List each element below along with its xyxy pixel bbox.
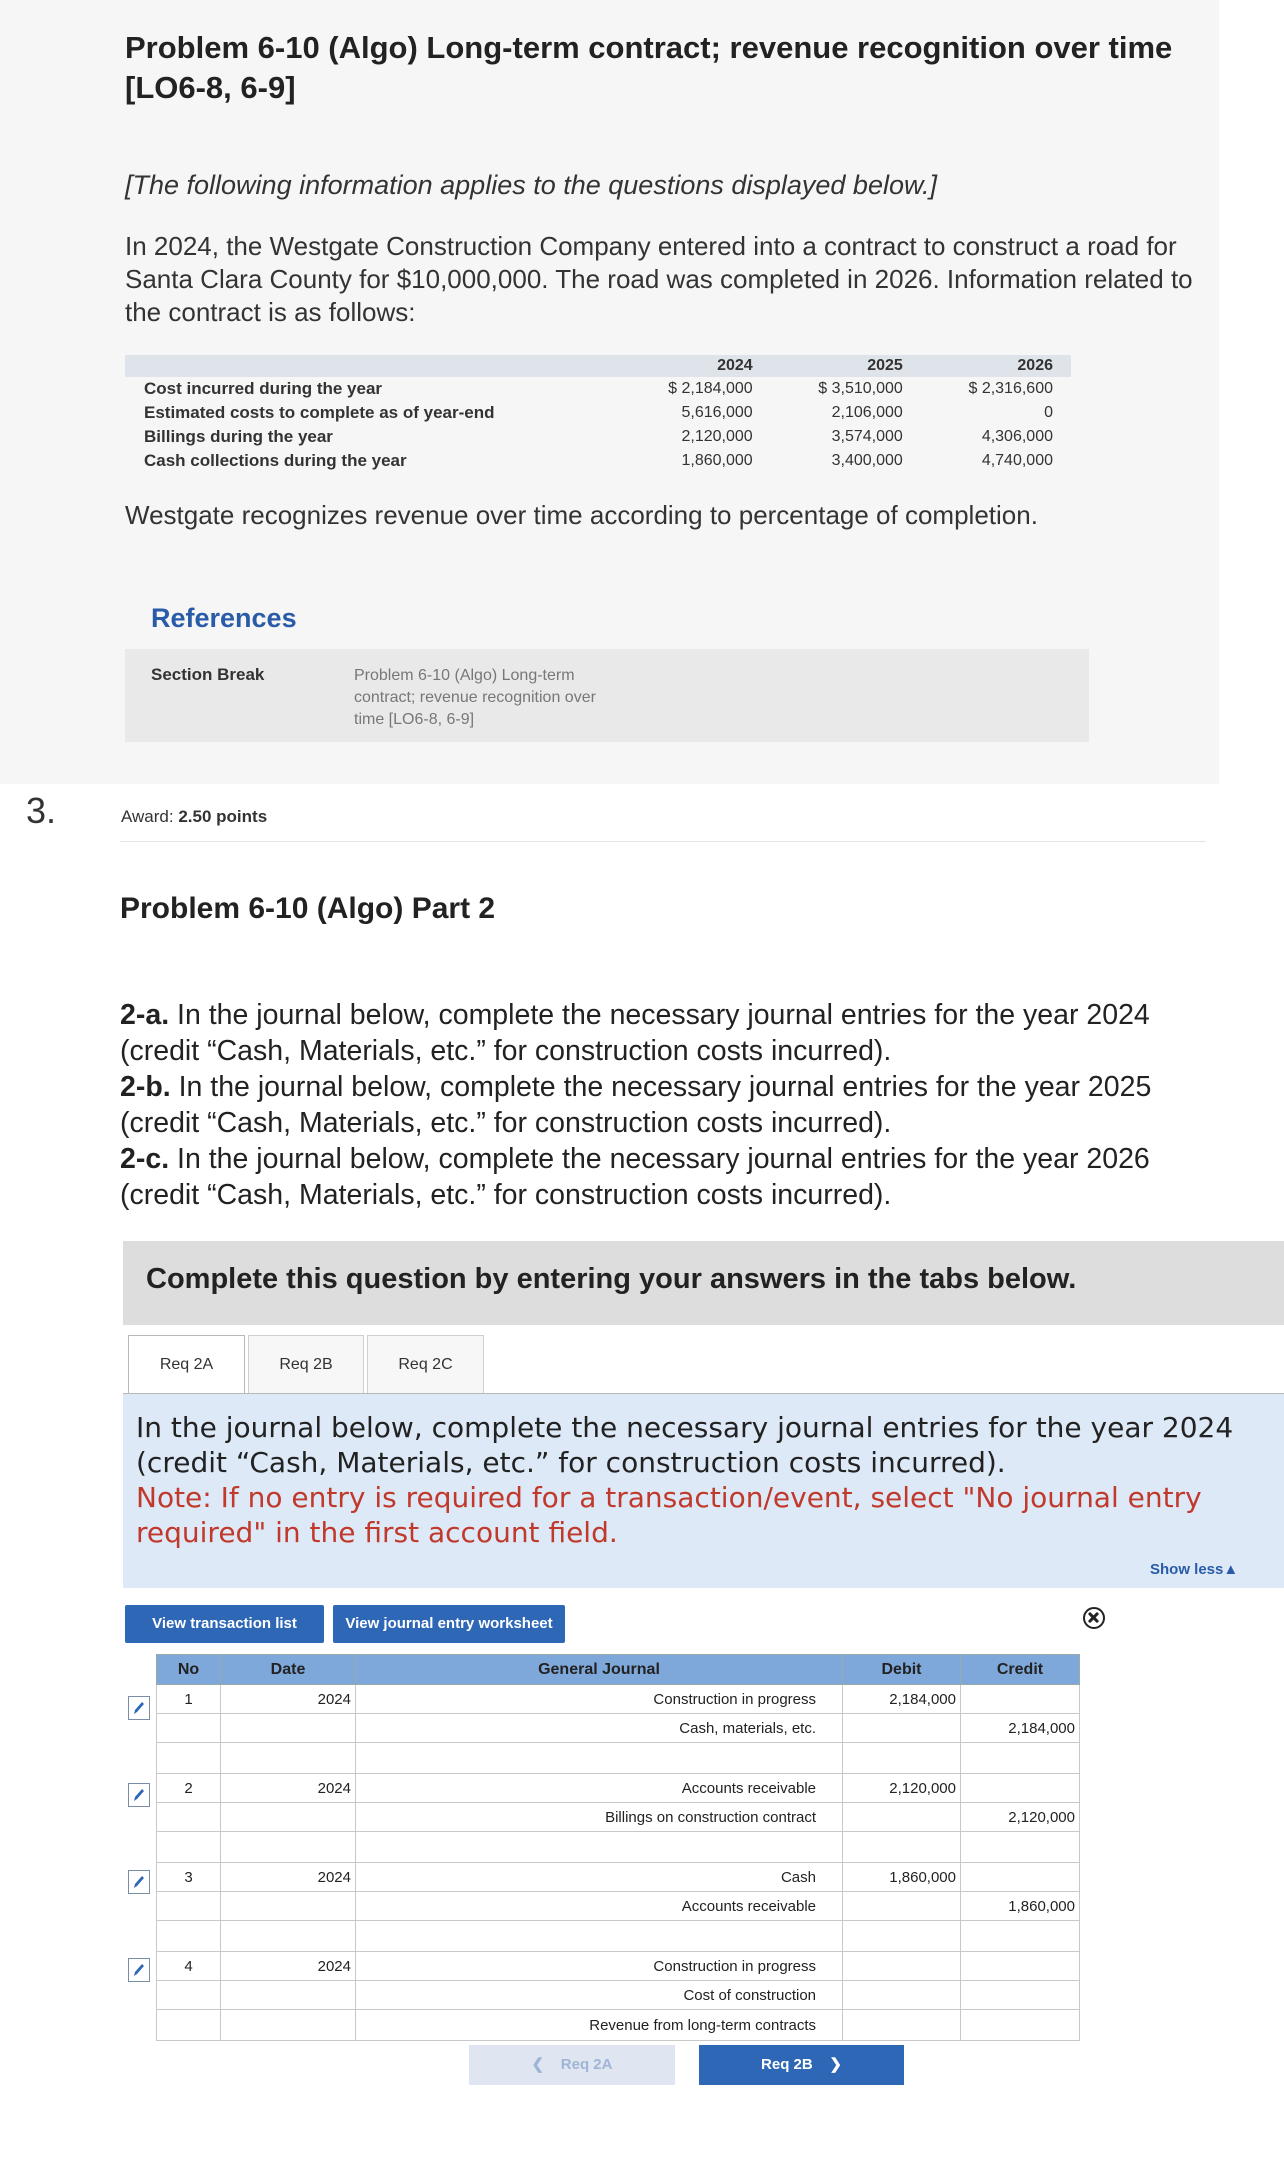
entry-number: 2 bbox=[157, 1774, 221, 1803]
row-label: Cost incurred during the year bbox=[144, 379, 383, 398]
credit-cell[interactable]: 2,120,000 bbox=[961, 1803, 1080, 1832]
account-cell[interactable] bbox=[356, 1743, 843, 1774]
credit-cell[interactable] bbox=[961, 1921, 1080, 1952]
debit-cell[interactable] bbox=[843, 1743, 961, 1774]
entry-number: 4 bbox=[157, 1952, 221, 1981]
credit-cell[interactable] bbox=[961, 1952, 1080, 1981]
chevron-right-icon: ❯ bbox=[829, 2056, 842, 2073]
entry-date bbox=[221, 1921, 356, 1952]
instruction-2c: 2-c. In the journal below, complete the necessary journal entries for the year 2026 (credit “Cash, Materials, etc.” for construction costs incurred). bbox=[120, 1143, 1150, 1211]
journal-row bbox=[157, 1685, 1080, 1714]
entry-number: 1 bbox=[157, 1685, 221, 1714]
year-header: 2024 bbox=[637, 355, 770, 377]
entry-date bbox=[221, 1803, 356, 1832]
view-journal-worksheet-button[interactable]: View journal entry worksheet bbox=[333, 1605, 565, 1643]
tab-req-2b[interactable]: Req 2B bbox=[248, 1335, 364, 1393]
entry-number bbox=[157, 1981, 221, 2010]
col-date: Date bbox=[221, 1655, 356, 1685]
row-label: Billings during the year bbox=[144, 427, 333, 446]
row-label: Cash collections during the year bbox=[144, 451, 407, 470]
debit-cell[interactable] bbox=[843, 1714, 961, 1743]
entry-number bbox=[157, 1803, 221, 1832]
debit-cell[interactable] bbox=[843, 1892, 961, 1921]
journal-row bbox=[157, 1714, 1080, 1743]
debit-cell[interactable]: 2,120,000 bbox=[843, 1774, 961, 1803]
credit-cell[interactable] bbox=[961, 1832, 1080, 1863]
account-cell[interactable]: Cost of construction bbox=[356, 1981, 843, 2010]
row-label: Estimated costs to complete as of year-end bbox=[144, 403, 495, 422]
journal-row bbox=[157, 1743, 1080, 1774]
credit-cell[interactable] bbox=[961, 1981, 1080, 2010]
complete-question-banner bbox=[123, 1241, 1284, 1325]
edit-entry-2-icon[interactable] bbox=[128, 1783, 150, 1807]
cell-value: 4,740,000 bbox=[981, 452, 1053, 469]
view-transaction-list-button[interactable]: View transaction list bbox=[125, 1605, 324, 1643]
debit-cell[interactable] bbox=[843, 1921, 961, 1952]
section-break-label: Section Break bbox=[151, 665, 265, 684]
cell-value: $ 3,510,000 bbox=[818, 380, 903, 397]
problem-intro: In 2024, the Westgate Construction Company entered into a contract to construct a road for Santa Clara County for $10,000,000. The road was completed in 2026. Information related to the contract is as follows: bbox=[125, 231, 1193, 327]
info-note: [The following information applies to the questions displayed below.] bbox=[125, 170, 937, 200]
tab-instruction-note: Note: If no entry is required for a transaction/event, select "No journal entry required" in the first account field. bbox=[136, 1481, 1202, 1549]
cell-value: 2,120,000 bbox=[681, 428, 753, 445]
credit-cell[interactable] bbox=[961, 1774, 1080, 1803]
tab-instruction-text: In the journal below, complete the necessary journal entries for the year 2024 (credit “Cash, Materials, etc.” for construction costs incurred). bbox=[136, 1411, 1234, 1479]
instruction-2b: 2-b. In the journal below, complete the necessary journal entries for the year 2025 (credit “Cash, Materials, etc.” for construction costs incurred). bbox=[120, 1071, 1152, 1139]
banner-text: Complete this question by entering your answers in the tabs below. bbox=[146, 1263, 1077, 1295]
account-cell[interactable] bbox=[356, 1832, 843, 1863]
table-row bbox=[125, 377, 1071, 401]
account-cell[interactable]: Cash, materials, etc. bbox=[356, 1714, 843, 1743]
entry-date bbox=[221, 2010, 356, 2041]
table-row bbox=[125, 425, 1071, 449]
col-general-journal: General Journal bbox=[356, 1655, 843, 1685]
entry-number bbox=[157, 1832, 221, 1863]
close-icon[interactable] bbox=[1083, 1607, 1105, 1629]
debit-cell[interactable] bbox=[843, 1803, 961, 1832]
debit-cell[interactable]: 2,184,000 bbox=[843, 1685, 961, 1714]
journal-body bbox=[157, 1685, 1080, 2041]
tab-instructions-box bbox=[123, 1394, 1284, 1588]
col-no: No bbox=[157, 1655, 221, 1685]
journal-row bbox=[157, 1952, 1080, 1981]
prev-req-label: Req 2A bbox=[560, 2056, 613, 2073]
credit-cell[interactable]: 1,860,000 bbox=[961, 1892, 1080, 1921]
journal-row bbox=[157, 1832, 1080, 1863]
year-header: 2026 bbox=[921, 355, 1071, 377]
divider bbox=[120, 841, 1206, 842]
references-box bbox=[125, 649, 1089, 742]
debit-cell[interactable] bbox=[843, 1832, 961, 1863]
prev-req-button[interactable] bbox=[469, 2045, 675, 2085]
journal-row bbox=[157, 2010, 1080, 2041]
debit-cell[interactable]: 1,860,000 bbox=[843, 1863, 961, 1892]
journal-row bbox=[157, 1774, 1080, 1803]
journal-row bbox=[157, 1981, 1080, 2010]
credit-cell[interactable] bbox=[961, 2010, 1080, 2041]
cell-value: 2,106,000 bbox=[831, 404, 903, 421]
question-number: 3. bbox=[26, 790, 57, 831]
recognition-text: Westgate recognizes revenue over time according to percentage of completion. bbox=[125, 500, 1038, 530]
cell-value: 4,306,000 bbox=[981, 428, 1053, 445]
year-header: 2025 bbox=[771, 355, 921, 377]
cell-value: 5,616,000 bbox=[681, 404, 753, 421]
credit-cell[interactable]: 2,184,000 bbox=[961, 1714, 1080, 1743]
entry-date bbox=[221, 1832, 356, 1863]
entry-number bbox=[157, 1921, 221, 1952]
tab-req-2a[interactable]: Req 2A bbox=[128, 1335, 245, 1395]
entry-date bbox=[221, 1743, 356, 1774]
entry-number bbox=[157, 1892, 221, 1921]
cell-value: 3,400,000 bbox=[831, 452, 903, 469]
account-cell[interactable]: Accounts receivable bbox=[356, 1774, 843, 1803]
section-break-link[interactable]: Problem 6-10 (Algo) Long-term contract; revenue recognition over time [LO6-8, 6-9] bbox=[354, 667, 596, 728]
account-cell[interactable]: Billings on construction contract bbox=[356, 1803, 843, 1832]
entry-number: 3 bbox=[157, 1863, 221, 1892]
debit-cell[interactable] bbox=[843, 1981, 961, 2010]
journal-row bbox=[157, 1921, 1080, 1952]
account-cell[interactable]: Revenue from long-term contracts bbox=[356, 2010, 843, 2041]
cell-value: 3,574,000 bbox=[831, 428, 903, 445]
general-journal-table bbox=[156, 1654, 1080, 2041]
contract-data-table bbox=[125, 355, 1071, 473]
entry-date bbox=[221, 1981, 356, 2010]
credit-cell[interactable] bbox=[961, 1743, 1080, 1774]
cell-value: $ 2,316,600 bbox=[968, 380, 1053, 397]
entry-number bbox=[157, 1743, 221, 1774]
table-row bbox=[125, 449, 1071, 473]
col-debit: Debit bbox=[843, 1655, 961, 1685]
edit-entry-3-icon[interactable] bbox=[128, 1870, 150, 1894]
account-cell[interactable]: Cash bbox=[356, 1863, 843, 1892]
entry-number bbox=[157, 1714, 221, 1743]
account-cell[interactable]: Accounts receivable bbox=[356, 1892, 843, 1921]
award-points bbox=[121, 807, 267, 827]
award-label: Award: bbox=[121, 807, 174, 826]
instruction-2a: 2-a. In the journal below, complete the necessary journal entries for the year 2024 (credit “Cash, Materials, etc.” for construction costs incurred). bbox=[120, 999, 1150, 1067]
references-link[interactable]: References bbox=[151, 603, 297, 633]
debit-cell[interactable] bbox=[843, 1952, 961, 1981]
credit-cell[interactable] bbox=[961, 1685, 1080, 1714]
journal-row bbox=[157, 1892, 1080, 1921]
instructions bbox=[120, 997, 1230, 1213]
account-cell[interactable]: Construction in progress bbox=[356, 1685, 843, 1714]
problem-title: Problem 6-10 (Algo) Long-term contract; revenue recognition over time [LO6-8, 6-9] bbox=[125, 30, 1173, 105]
next-req-label: Req 2B bbox=[761, 2056, 813, 2073]
col-credit: Credit bbox=[961, 1655, 1080, 1685]
entry-date bbox=[221, 1714, 356, 1743]
edit-entry-1-icon[interactable] bbox=[128, 1696, 150, 1720]
entry-date: 2024 bbox=[221, 1774, 356, 1803]
journal-row bbox=[157, 1803, 1080, 1832]
show-less-link[interactable]: Show less▲ bbox=[1150, 1561, 1239, 1578]
award-value: 2.50 points bbox=[178, 807, 268, 826]
cell-value: $ 2,184,000 bbox=[668, 380, 753, 397]
entry-date: 2024 bbox=[221, 1863, 356, 1892]
entry-date bbox=[221, 1892, 356, 1921]
account-cell[interactable] bbox=[356, 1921, 843, 1952]
account-cell[interactable]: Construction in progress bbox=[356, 1952, 843, 1981]
journal-row bbox=[157, 1863, 1080, 1892]
cell-value: 1,860,000 bbox=[681, 452, 753, 469]
cell-value: 0 bbox=[1044, 404, 1053, 421]
entry-date: 2024 bbox=[221, 1952, 356, 1981]
part-title: Problem 6-10 (Algo) Part 2 bbox=[120, 892, 496, 925]
entry-number bbox=[157, 2010, 221, 2041]
edit-entry-4-icon[interactable] bbox=[128, 1958, 150, 1982]
credit-cell[interactable] bbox=[961, 1863, 1080, 1892]
debit-cell[interactable] bbox=[843, 2010, 961, 2041]
entry-date: 2024 bbox=[221, 1685, 356, 1714]
table-row bbox=[125, 401, 1071, 425]
chevron-left-icon: ❮ bbox=[531, 2056, 545, 2073]
tab-req-2c[interactable]: Req 2C bbox=[367, 1335, 484, 1393]
next-req-button[interactable] bbox=[699, 2045, 904, 2085]
